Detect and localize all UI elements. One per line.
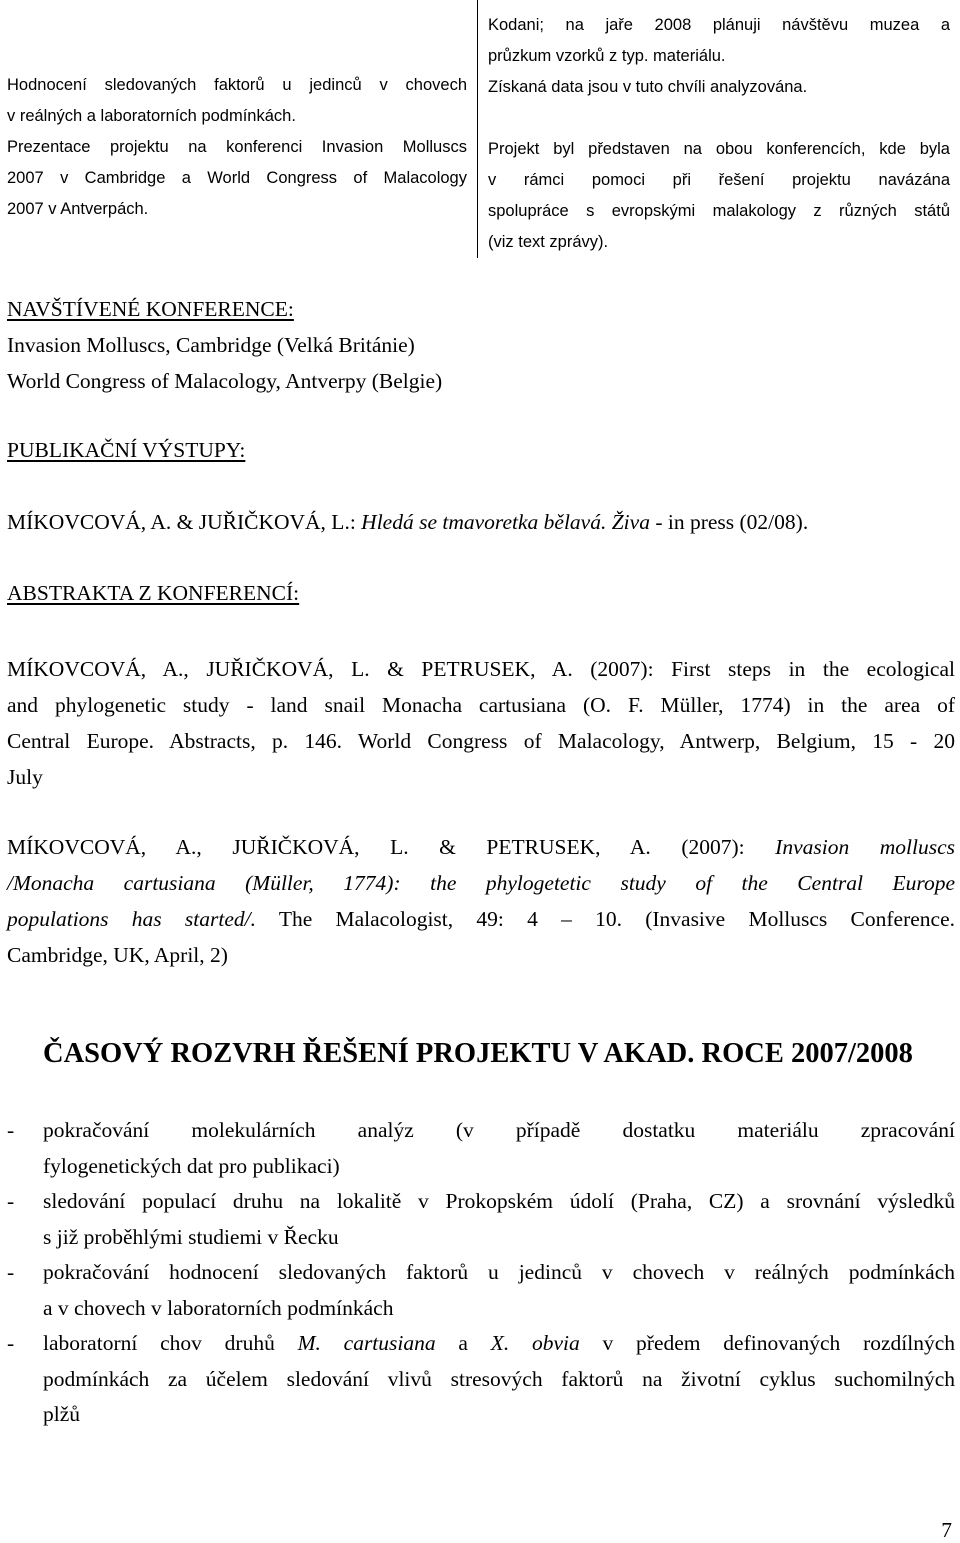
table-right-line: (viz text zprávy). <box>488 233 609 251</box>
reference-line <box>7 829 955 865</box>
list-dash: - <box>7 1189 15 1213</box>
publication-authors: MÍKOVCOVÁ, A. & JUŘIČKOVÁ, L.: <box>7 510 362 534</box>
list-item <box>7 1113 955 1184</box>
reference-title: /Monacha cartusiana (Müller, 1774): the phylogetetic study of the Central Europe <box>7 871 955 895</box>
table-left-line: Prezentace projektu na konferenci Invasion Molluscs <box>7 138 467 156</box>
publication-status: - in press (02/08). <box>649 510 809 534</box>
reference-line <box>7 901 955 937</box>
conferences-heading: NAVŠTÍVENÉ KONFERENCE: <box>7 297 294 321</box>
table-left-line: 2007 v Cambridge a World Congress of Malacology <box>7 169 467 187</box>
table-left-line: 2007 v Antverpách. <box>7 200 149 218</box>
table-left-line: Hodnocení sledovaných faktorů u jedinců v chovech <box>7 76 467 94</box>
page-number: 7 <box>941 1518 952 1542</box>
list-item-line: a v chovech v laboratorních podmínkách <box>43 1295 394 1320</box>
list-item <box>7 1326 955 1433</box>
species-name: M. cartusiana <box>297 1331 436 1355</box>
list-item <box>7 1184 955 1255</box>
table-right-line: spolupráce s evropskými malakology z různých států <box>488 202 950 220</box>
schedule-heading: ČASOVÝ ROZVRH ŘEŠENÍ PROJEKTU V AKAD. ROCE 2007/2008 <box>43 1038 913 1069</box>
project-table-continuation <box>0 0 960 258</box>
table-left-cell <box>7 70 467 225</box>
list-dash: - <box>7 1260 15 1284</box>
abstract-reference-1 <box>7 651 955 795</box>
list-item-line: sledování populací druhu na lokalitě v Prokopském údolí (Praha, CZ) a srovnání výsledků <box>43 1189 955 1213</box>
schedule-list <box>7 1113 955 1433</box>
table-right-line: Kodani; na jaře 2008 plánuji návštěvu muzea a <box>488 16 950 34</box>
table-right-line: průzkum vzorků z typ. materiálu. <box>488 47 726 65</box>
list-item-line: fylogenetických dat pro publikaci) <box>43 1153 340 1178</box>
reference-title: populations has started/. <box>7 907 256 931</box>
reference-line: and phylogenetic study - land snail Monacha cartusiana (O. F. Müller, 1774) in the area of <box>7 693 955 717</box>
reference-authors: MÍKOVCOVÁ, A., JUŘIČKOVÁ, L. & PETRUSEK, A. (2007): <box>7 835 776 859</box>
list-item-line: podmínkách za účelem sledování vlivů stresových faktorů na životní cyklus suchomilných <box>43 1366 955 1391</box>
abstract-reference-2 <box>7 829 955 973</box>
reference-line <box>7 865 955 901</box>
table-right-line: Projekt byl představen na obou konferencích, kde byla <box>488 140 950 158</box>
species-name: X. obvia <box>490 1331 580 1355</box>
conference-item: World Congress of Malacology, Antverpy (Belgie) <box>7 369 443 393</box>
table-right-line: Získaná data jsou v tuto chvíli analyzována. <box>488 78 808 96</box>
table-right-cell <box>488 10 950 258</box>
reference-line: July <box>7 765 43 789</box>
publication-entry <box>7 510 953 535</box>
reference-line: MÍKOVCOVÁ, A., JUŘIČKOVÁ, L. & PETRUSEK, A. (2007): First steps in the ecological <box>7 657 955 681</box>
reference-title: Invasion molluscs <box>775 835 955 859</box>
list-dash: - <box>7 1118 15 1142</box>
table-left-line: v reálných a laboratorních podmínkách. <box>7 107 296 125</box>
list-item-line: pokračování hodnocení sledovaných faktorů u jedinců v chovech v reálných podmínkách <box>43 1260 955 1284</box>
list-item-line: plžů <box>43 1402 81 1426</box>
reference-line: Central Europe. Abstracts, p. 146. World Congress of Malacology, Antwerp, Belgium, 15 - 20 <box>7 729 955 753</box>
list-item <box>7 1255 955 1326</box>
list-item-line: pokračování molekulárních analýz (v případě dostatku materiálu zpracování <box>43 1118 955 1142</box>
list-item-line: laboratorní chov druhů M. cartusiana a X. obvia v předem definovaných rozdílných <box>43 1331 956 1355</box>
publications-heading: PUBLIKAČNÍ VÝSTUPY: <box>7 438 246 462</box>
table-right-line: v rámci pomoci při řešení projektu navázána <box>488 171 950 189</box>
list-item-line: s již proběhlými studiemi v Řecku <box>43 1224 339 1249</box>
publication-title: Hledá se tmavoretka bělavá. Živa <box>361 510 650 534</box>
reference-line: Cambridge, UK, April, 2) <box>7 943 228 967</box>
table-column-divider <box>477 0 478 258</box>
abstracts-heading: ABSTRAKTA Z KONFERENCÍ: <box>7 581 300 605</box>
list-dash: - <box>7 1331 15 1355</box>
reference-source: The Malacologist, 49: 4 – 10. (Invasive Molluscs Conference. <box>255 907 955 931</box>
conference-item: Invasion Molluscs, Cambridge (Velká Británie) <box>7 333 415 357</box>
